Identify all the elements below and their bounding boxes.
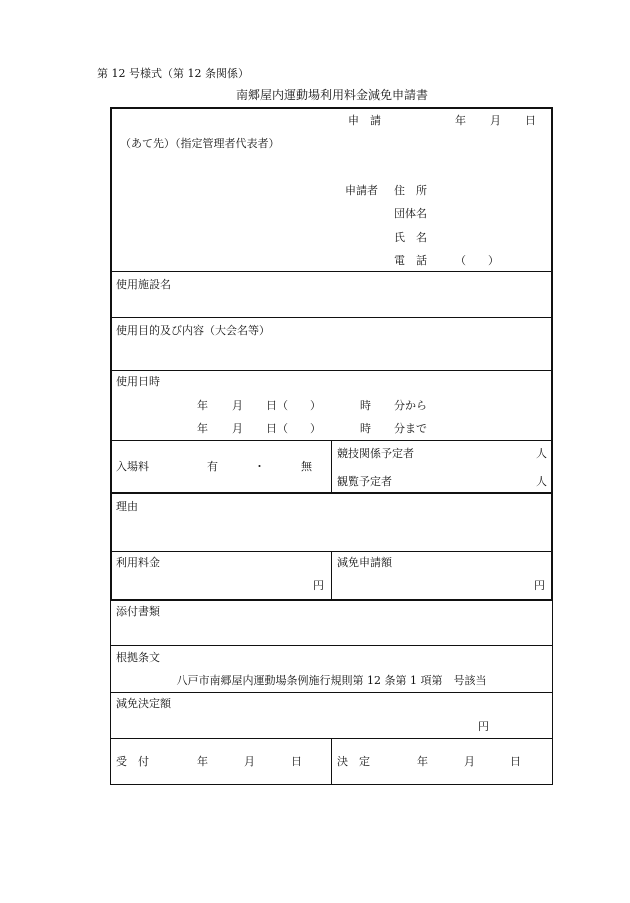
fees-row [110,551,553,600]
receipt-month-label: 月 [244,755,255,768]
decision-day-label: 日 [510,755,521,768]
attachments-label: 添付書類 [116,605,160,618]
legal-basis-label: 根拠条文 [116,651,160,664]
receipt-label: 受 付 [116,755,149,768]
start-month-label: 月 [232,399,243,412]
reduction-request-label: 減免申請額 [337,556,392,569]
admission-option-separator: ・ [254,460,265,473]
usage-fee-yen-unit: 円 [313,579,324,592]
admission-option-no: 無 [301,460,312,473]
usage-fee-label: 利用料金 [116,556,160,569]
receipt-year-label: 年 [197,755,208,768]
end-minute-until-label: 分まで [394,422,427,435]
apply-date-label: 申 請 [348,114,381,127]
address-label: 住 所 [394,184,427,197]
purpose-label: 使用目的及び内容（大会名等） [116,324,270,337]
decided-amount-label: 減免決定額 [116,697,171,710]
phone-area-code-parens: （ ） [455,254,499,267]
apply-month-label: 月 [490,114,501,127]
spectators-unit: 人 [536,475,547,488]
admission-row [110,440,553,493]
decision-year-label: 年 [417,755,428,768]
admission-option-yes: 有 [207,460,218,473]
applicant-section [110,108,553,272]
legal-basis-row [110,645,553,692]
end-year-label: 年 [197,422,208,435]
form-title: 南郷屋内運動場利用料金減免申請書 [236,88,429,102]
reduction-request-yen-unit: 円 [534,579,545,592]
decision-month-label: 月 [464,755,475,768]
applicant-label: 申請者 [345,184,378,197]
group-name-label: 団体名 [394,207,427,220]
competitors-unit: 人 [536,447,547,460]
end-day-weekday-label: 日（ ） [266,422,321,435]
expected-competitors-label: 競技関係予定者 [337,447,414,460]
start-minute-from-label: 分から [394,399,427,412]
attachments-row [110,600,553,645]
name-label: 氏 名 [394,231,427,244]
usage-datetime-label: 使用日時 [116,375,160,388]
start-hour-label: 時 [360,399,371,412]
form-number: 第 12 号様式（第 12 条関係） [97,67,249,80]
phone-label: 電 話 [394,254,427,267]
decision-label: 決 定 [337,755,370,768]
apply-day-label: 日 [525,114,536,127]
facility-row [110,272,553,318]
end-month-label: 月 [232,422,243,435]
facility-label: 使用施設名 [116,278,171,291]
reason-row [110,493,553,551]
addressee-label: （あて先）（指定管理者代表者） [120,137,280,150]
decided-amount-yen-unit: 円 [478,720,489,733]
legal-basis-text: 八戸市南郷屋内運動場条例施行規則第 12 条第 1 項第 号該当 [176,674,487,687]
purpose-row [110,318,553,370]
apply-year-label: 年 [455,114,466,127]
start-year-label: 年 [197,399,208,412]
reason-label: 理由 [116,500,138,513]
start-day-weekday-label: 日（ ） [266,399,321,412]
admission-fee-label: 入場料 [116,460,149,473]
receipt-decision-row [110,738,553,785]
decided-amount-row [110,692,553,738]
usage-datetime-row [110,370,553,440]
end-hour-label: 時 [360,422,371,435]
expected-spectators-label: 観覧予定者 [337,475,392,488]
receipt-day-label: 日 [291,755,302,768]
